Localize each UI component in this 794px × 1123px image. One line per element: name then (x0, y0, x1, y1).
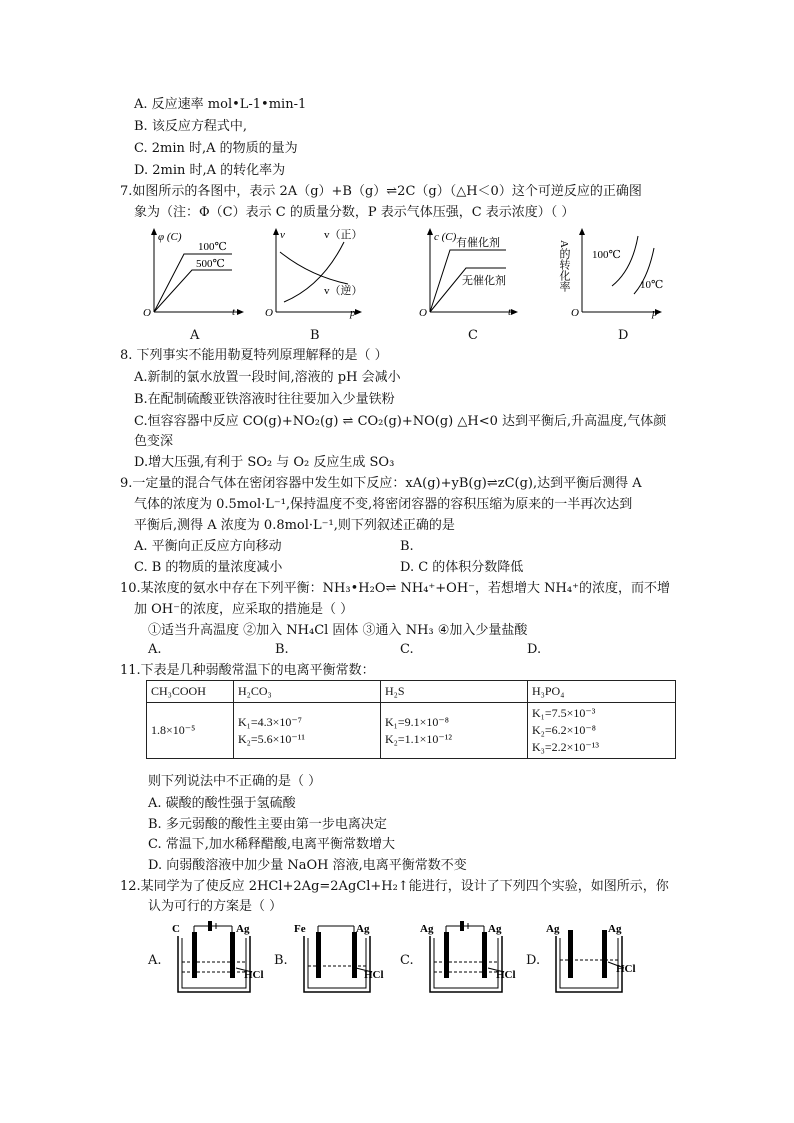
q9-option-c: C. B 的物质的量浓度减小 (134, 560, 283, 575)
graph-c-caption: C (468, 328, 478, 343)
k2-h2s: K₂=1.1×10⁻¹² (385, 731, 452, 746)
q9-option-a: A. 平衡向正反应方向移动 (134, 539, 282, 554)
graph-b-ylabel: v (280, 229, 285, 241)
graph-c-curve2: 无催化剂 (462, 275, 506, 287)
graph-d-origin: O (571, 307, 579, 319)
q12-stem-line1: 12.某同学为了使反应 2HCl+2Ag=2AgCl+H₂↑能进行，设计了下列四个实验，如图所示，你 (120, 879, 669, 894)
q10-stem-line2: 加 OH⁻的浓度，应采取的措施是（ ） (134, 602, 354, 617)
graph-c-curve1: 有催化剂 (456, 237, 500, 249)
k2-h2co3: K₂=5.6×10⁻¹¹ (238, 731, 305, 746)
graph-a-origin: O (143, 307, 151, 319)
k-h3po4 (528, 703, 676, 759)
q11-question: 则下列说法中不正确的是（ ） (148, 774, 322, 789)
q12-setup-d (544, 920, 644, 998)
q11-option-c: C. 常温下,加水稀释醋酸,电离平衡常数增大 (148, 837, 396, 852)
k2-h3po4: K₂=6.2×10⁻⁸ (532, 723, 596, 737)
k1-h3po4: K₁=7.5×10⁻³ (532, 706, 596, 720)
q9-stem-line3: 平衡后,测得 A 浓度为 0.8mol·L⁻¹,则下列叙述正确的是 (134, 518, 455, 533)
q10-option-c: C. (400, 642, 414, 657)
graph-b-curve2: v（逆） (324, 285, 363, 297)
setup-c-left-electrode: Ag (420, 923, 434, 935)
q8-option-c-line1: C.恒容容器中反应 CO(g)+NO₂(g) ⇌ CO₂(g)+NO(g) △H<0 达到平衡后,升高温度,气体颜 (134, 414, 667, 429)
graph-a-xlabel: t (232, 306, 236, 318)
q9-option-b: B. (400, 539, 414, 554)
q6-option-a: A. 反应速率 mol•L-1•min-1 (134, 97, 307, 112)
setup-b-right-electrode: Ag (356, 923, 370, 935)
q8-stem: 8. 下列事实不能用勒夏特列原理解释的是（ ） (120, 348, 388, 363)
setup-a-right-electrode: Ag (236, 923, 250, 935)
k3-h3po4: K₃=2.2×10⁻¹³ (532, 740, 599, 754)
q12-setup-c-label: C. (400, 953, 414, 968)
graph-d-caption: D (618, 328, 629, 343)
q9-option-d: D. C 的体积分数降低 (400, 560, 524, 575)
graph-c-origin: O (419, 307, 427, 319)
setup-d-right-electrode: Ag (608, 923, 622, 935)
q12-setup-b (292, 920, 392, 998)
q11-option-b: B. 多元弱酸的酸性主要由第一步电离决定 (148, 817, 387, 832)
setup-b-left-electrode: Fe (294, 923, 306, 935)
graph-d-xlabel: p (652, 307, 658, 319)
k-h2s (381, 703, 528, 759)
q7-graph-b (262, 226, 366, 318)
k-h2co3 (234, 703, 381, 759)
q10-measures: ①适当升高温度 ②加入 NH₄Cl 固体 ③通入 NH₃ ④加入少量盐酸 (148, 623, 528, 638)
graph-c-xlabel: t (508, 306, 512, 318)
graph-a-curve1: 100℃ (198, 241, 227, 253)
q7-stem-line2: 象为（注：Φ（C）表示 C 的质量分数，P 表示气体压强，C 表示浓度）（ ） (134, 205, 575, 220)
k1-h2s: K₁=9.1×10⁻⁸ (385, 714, 449, 729)
q6-option-b: B. 该反应方程式中, (134, 119, 247, 134)
q8-option-c-line2: 色变深 (134, 434, 174, 449)
q8-option-d: D.增大压强,有利于 SO₂ 与 O₂ 反应生成 SO₃ (134, 455, 395, 470)
setup-c-right-electrode: Ag (488, 923, 502, 935)
q12-setup-c (418, 920, 518, 998)
q12-stem-line2: 认为可行的方案是（ ） (148, 899, 283, 914)
q12-setup-d-label: D. (526, 953, 541, 968)
q12-setup-b-label: B. (274, 953, 288, 968)
setup-c-solution: HCl (496, 969, 516, 981)
setup-d-left-electrode: Ag (546, 923, 560, 935)
q7-graph-c (416, 226, 520, 318)
q11-option-d: D. 向弱酸溶液中加少量 NaOH 溶液,电离平衡常数不变 (148, 858, 467, 873)
table-row (147, 703, 676, 759)
q11-stem: 11.下表是几种弱酸常温下的电离平衡常数： (120, 663, 375, 678)
k1-h2co3: K₁=4.3×10⁻⁷ (238, 714, 302, 729)
setup-a-left-electrode: C (172, 923, 180, 935)
graph-b-xlabel: p (350, 307, 356, 319)
ionization-constant-table (146, 680, 676, 759)
q8-option-a: A.新制的氯水放置一段时间,溶液的 pH 会减小 (134, 370, 401, 385)
setup-a-solution: HCl (244, 969, 264, 981)
table-header-row (147, 681, 676, 703)
header-h3po4: H₃PO₄ (528, 681, 676, 703)
graph-b-curve1: v（正） (324, 229, 363, 241)
graph-b-origin: O (265, 307, 273, 319)
graph-a-caption: A (190, 328, 200, 343)
q6-option-d: D. 2min 时,A 的转化率为 (134, 163, 286, 178)
q7-graph-d (558, 226, 666, 319)
graph-a-curve2: 500℃ (196, 258, 225, 270)
q12-setup-a-label: A. (148, 953, 162, 968)
header-ch3cooh: CH₃COOH (147, 681, 234, 703)
q12-setup-a (166, 920, 266, 998)
graph-d-curve2: 10℃ (640, 279, 664, 291)
header-h2co3: H₂CO₃ (234, 681, 381, 703)
graph-d-curve1: 100℃ (592, 249, 621, 261)
graph-c-ylabel: c (C) (434, 231, 457, 243)
q10-stem-line1: 10.某浓度的氨水中存在下列平衡：NH₃•H₂O⇌ NH₄⁺+OH⁻，若想增大 NH₄⁺的浓度，而不增 (120, 581, 670, 596)
header-h2s: H₂S (381, 681, 528, 703)
q7-graph-a (140, 226, 244, 318)
q11-option-a: A. 碳酸的酸性强于氢硫酸 (148, 796, 296, 811)
q6-option-c: C. 2min 时,A 的物质的量为 (134, 141, 298, 156)
q7-stem-line1: 7.如图所示的各图中，表示 2A（g）+B（g）⇌2C（g）（△H＜0）这个可逆反应的正确图 (120, 184, 642, 199)
setup-d-solution: HCl (616, 963, 636, 975)
q9-stem-line2: 气体的浓度为 0.5mol·L⁻¹,保持温度不变,将密闭容器的容积压缩为原来的一半再次达到 (134, 497, 633, 512)
q9-stem-line1: 9.一定量的混合气体在密闭容器中发生如下反应：xA(g)+yB(g)⇌zC(g),达到平衡后测得 A (120, 476, 642, 491)
setup-b-solution: HCl (364, 969, 384, 981)
q10-option-b: B. (275, 642, 289, 657)
graph-d-ylabel: A的转化率 (558, 240, 570, 292)
graph-b-caption: B (310, 328, 320, 343)
q10-option-d: D. (527, 642, 542, 657)
k-ch3cooh: 1.8×10⁻⁵ (147, 703, 234, 759)
q8-option-b: B.在配制硫酸亚铁溶液时往往要加入少量铁粉 (134, 392, 395, 407)
q10-option-a: A. (148, 642, 162, 657)
graph-a-ylabel: φ (C) (158, 231, 182, 243)
